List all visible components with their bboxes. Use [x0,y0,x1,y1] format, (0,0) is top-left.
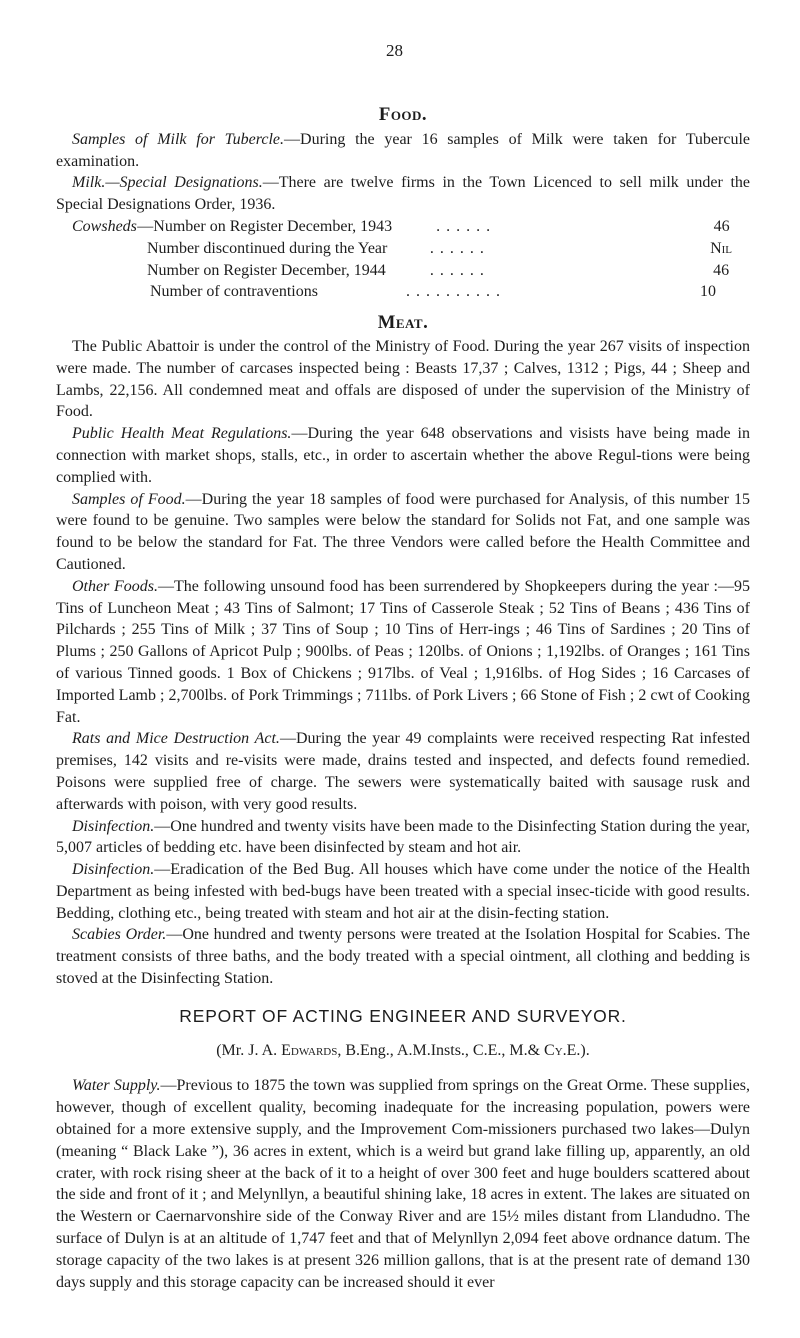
paragraph-lead: Scabies Order. [72,926,167,944]
paragraph-lead: Samples of Milk for Tubercle. [72,130,285,148]
paragraph-disinfection-bed-bug [56,859,750,924]
cowsheds-label: Number on Register December, 1944 [146,261,386,279]
paragraph-text: —Eradication of the Bed Bug. All houses which have come under the notice of the Health Department as being infested with bed-bugs have been treated with a special insec-ticide with good results. Bedding, clothing etc., being treated with steam and hot air at the disin-fecting station. [56,861,750,922]
meat-heading: Meat. [377,312,429,334]
leader-dots: . . . . . . . . . . [406,283,501,301]
paragraph-text: —During the year 49 complaints were received respecting Rat infested premises, 142 visits and re-visits were made, drains tested and inspected, and defects found remedied. Poisons were supplied free of charge. The sewers were systematically baited with sausage rusk and afterwards with poison, with very good results. [56,730,751,813]
paragraph-text: —One hundred and twenty persons were treated at the Isolation Hospital for Scabies. The treatment consists of three baths, and the body treated with a special ointment, all clothing and bedding is stoved at the Disinfecting Station. [56,926,750,988]
paragraph-lead: Other Foods. [72,577,158,595]
paragraph-text: —There are twelve firms in the Town Licenced to sell milk under the Special Designations Order, 1936. [56,174,750,214]
paragraph-disinfection-station [56,816,750,860]
page-number: 28 [386,41,403,60]
cowsheds-row [56,281,750,303]
paragraph-rats-mice [56,728,750,815]
cowsheds-table [56,216,750,303]
paragraph-text: —During the year 18 samples of food were purchased for Analysis, of this number 15 were found to be genuine. Two samples were below the standard for Solids not Fat, and one sample was found to be below the standard for Fat. The three Vendors were called before the Health Committee and Cautioned. [56,490,751,573]
cowsheds-label: Number of contraventions [150,283,318,301]
paragraph-meat-regulations [56,423,750,488]
cowsheds-value: Nil [710,239,733,257]
cowsheds-label: —Number on Register December, 1943 [137,217,393,235]
paragraph-text: —One hundred and twenty visits have been made to the Disinfecting Station during the year, 5,007 articles of bedding etc. have been disinfected by steam and hot air. [56,817,750,857]
paragraph-text: —During the year 648 observations and visists have being made in connection with market shops, stalls, etc., in order to ascertain whether the above Regul-tions were being complied with. [56,425,751,486]
cowsheds-value: 46 [713,261,730,279]
cowsheds-row [56,260,750,282]
paragraph-lead: Disinfection. [72,861,155,879]
paragraph-water-supply [56,1075,750,1293]
paragraph-text: —During the year 16 samples of Milk were taken for Tubercule examination. [56,130,750,170]
leader-dots: . . . . . . [436,217,492,235]
cowsheds-lead: Cowsheds [72,217,137,235]
engineer-credit: (Mr. J. A. Edwards, B.Eng., A.M.Insts., C.E., M.& Cy.E.). [216,1041,590,1059]
text-column [56,104,750,1293]
paragraph-other-foods [56,576,750,729]
paragraph-samples-food [56,489,750,576]
cowsheds-value: 46 [713,217,730,235]
paragraph-abattoir: The Public Abattoir is under the control of the Ministry of Food. During the year 267 visits of inspection were made. The number of carcases inspected being : Beasts 17,37 ; Calves, 1312 ; Pigs, 44 ; Sheep and Lambs, 22,156. All condemned meat and offals are disposed of under the supervision of the Ministry of Food. [56,337,750,421]
cowsheds-row [56,216,750,238]
engineer-name: Edwards [281,1041,338,1059]
cowsheds-value: 10 [700,283,716,301]
paragraph-lead: Samples of Food. [72,490,186,508]
paragraph-scabies [56,924,750,989]
report-heading: REPORT OF ACTING ENGINEER AND SURVEYOR. [179,1005,627,1026]
leader-dots: . . . . . . [429,261,485,279]
paragraph-text: —The following unsound food has been surrendered by Shopkeepers during the year :—95 Tins of Luncheon Meat ; 43 Tins of Salmont; 17 Tins of Casserole Steak ; 52 Tins of Beans ; 436 Tins of Pilchards ; 255 Tins of Milk ; 37 Tins of Soup ; 10 Tins of Herr-ings ; 46 Tins of Sardines ; 20 Tins of Plums ; 250 Gallons of Apricot Pulp ; 900lbs. of Peas ; 120lbs. of Onions ; 1,192lbs. of Oranges ; 161 Tins of various Tinned goods. 1 Box of Chickens ; 917lbs. of Veal ; 1,916lbs. of Hog Sides ; 16 Carcases of Imported Lamb ; 2,700lbs. of Pork Trimmings ; 711lbs. of Pork Livers ; 66 Stone of Fish ; 2 cwt of Cooking Fat. [56,577,750,726]
paragraph-lead: Public Health Meat Regulations. [72,425,292,443]
cowsheds-row [56,238,750,260]
paragraph-lead: Water Supply. [72,1077,161,1095]
paragraph-lead: Disinfection. [72,817,155,835]
food-heading: Food. [378,104,428,125]
paragraph-lead: Milk.—Special Designations. [72,174,263,192]
paragraph-text: —Previous to 1875 the town was supplied from springs on the Great Orme. These supplies, however, though of excellent quality, becoming inadequate for the increasing population, powers were obtained for a more extensive supply, and the Improvement Com-missioners purchased two lakes—Dulyn (meaning “ Black Lake ”), 36 acres in extent, which is a weird but grand lake filling up, apparently, an old crater, with rock rising sheer at the back of it to a height of over 300 feet and huge boulders scattered about the side and front of it ; and Melynllyn, a beautiful shining lake, 18 acres in extent. The lakes are situated on the Western or Caernarvonshire side of the Conway River and are 15½ miles distant from Llandudno. The surface of Dulyn is at an altitude of 1,747 feet and that of Melynllyn 2,094 feet above ordnance datum. The storage capacity of the two lakes is at present 326 million gallons, that is at the present rate of demand 130 days supply and this storage capacity can be increased should it ever [56,1077,750,1291]
paragraph-milk-designations [56,172,750,216]
leader-dots: . . . . . . [429,239,485,257]
paragraph-milk-tubercle [56,129,750,173]
paragraph-lead: Rats and Mice Destruction Act. [72,730,280,748]
cowsheds-label: Number discontinued during the Year [146,239,388,257]
